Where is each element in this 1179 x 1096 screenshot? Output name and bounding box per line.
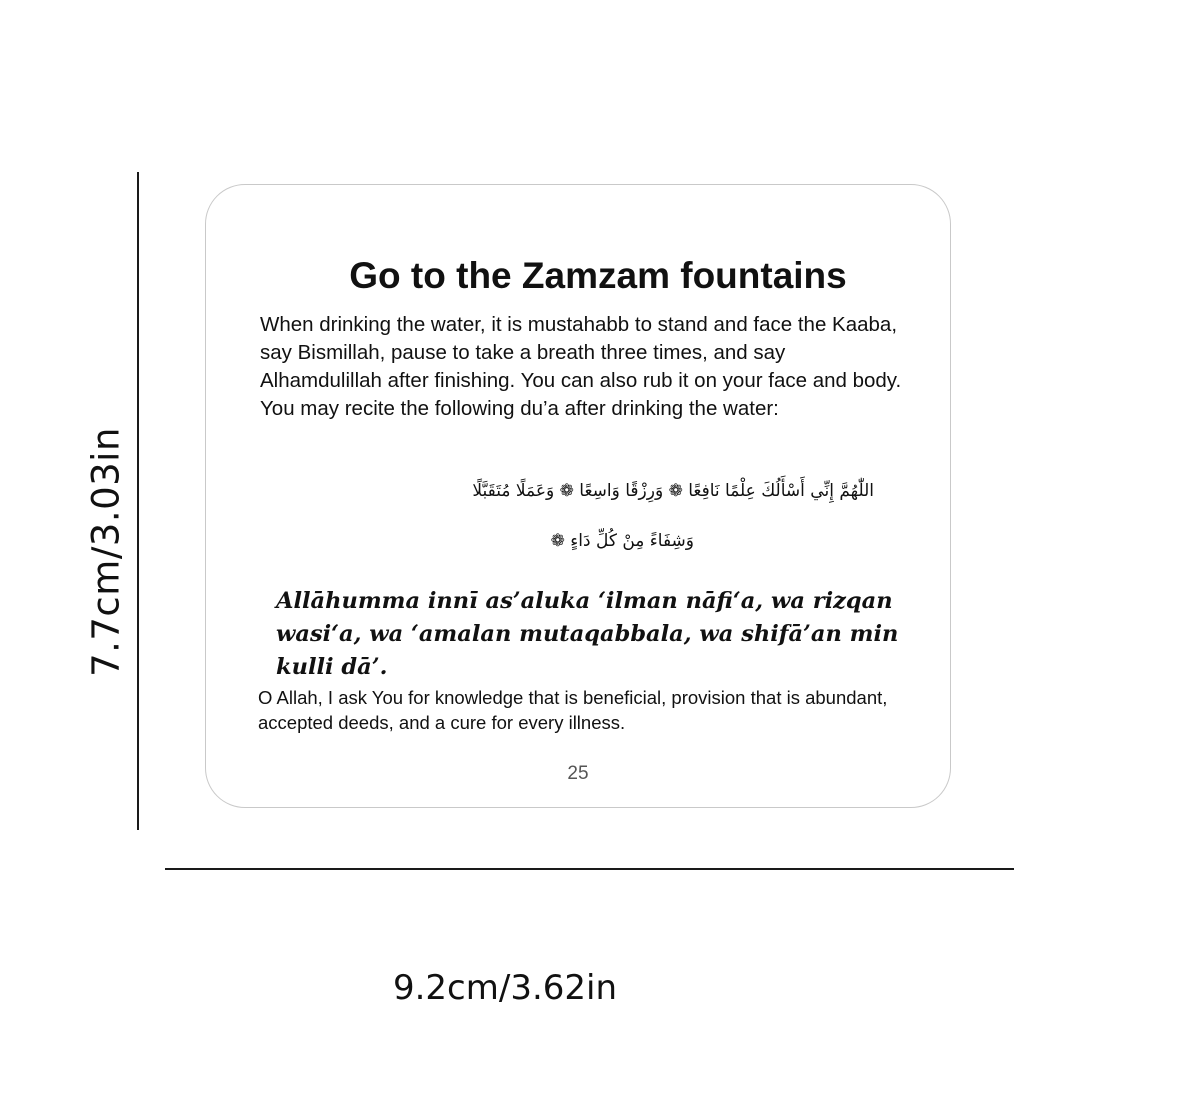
width-dimension-line — [165, 868, 1014, 870]
card-intro-text: When drinking the water, it is mustahabb to stand and face the Kaaba, say Bismillah, pause to take a breath three times, and say Alhamdulillah after finishing. You can also rub it on your face and body. You may recite the following du’a after drinking the water: — [260, 313, 902, 420]
dua-card — [205, 184, 951, 808]
width-dimension-label: 9.2cm/3.62in — [392, 968, 618, 1008]
height-dimension-label: 7.7cm/3.03in — [84, 427, 128, 677]
arabic-dua-line-1: اللّٰهُمَّ إِنِّي أَسْأَلُكَ عِلْمًا نَافِعًا ❁ وَرِزْقًا وَاسِعًا ❁ وَعَمَلًا مُتَقَبَّلًا — [472, 481, 874, 501]
dua-translation: O Allah, I ask You for knowledge that is beneficial, provision that is abundant, accepted deeds, and a cure for every illness. — [258, 687, 888, 733]
dua-transliteration: Allāhumma innī as’aluka ‘ilman nāfi‘a, wa rizqan wasi‘a, wa ‘amalan mutaqabbala, wa shifā’an min kulli dā’. — [276, 588, 899, 680]
arabic-dua-line-2: وَشِفَاءً مِنْ كُلِّ دَاءٍ ❁ — [550, 531, 694, 551]
page-number: 25 — [567, 763, 589, 784]
card-title: Go to the Zamzam fountains — [349, 255, 847, 296]
height-dimension-line — [137, 172, 139, 830]
